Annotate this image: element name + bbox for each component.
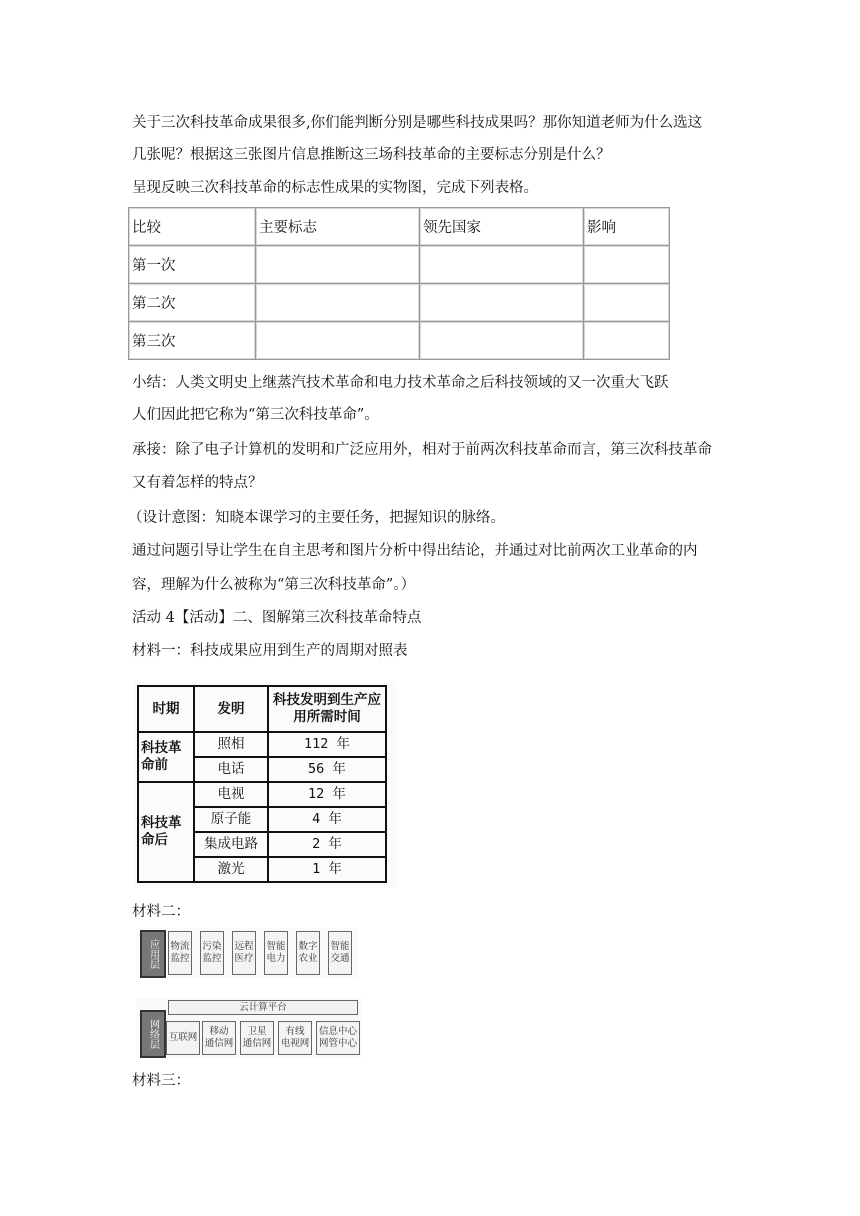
header-cell: 主要标志 (256, 208, 420, 246)
design-intent-line-2: 通过问题引导让学生在自主思考和图片分析中得出结论，并通过对比前两次工业革命的内 (132, 543, 698, 559)
network-item: 有线 电视网 (278, 1021, 312, 1055)
design-intent-line-3: 容，理解为什么被称为“第三次科技革命”。） (132, 577, 416, 593)
material-1-label: 材料一：科技成果应用到生产的周期对照表 (132, 643, 408, 659)
network-item: 移动 通信网 (202, 1021, 236, 1055)
header-cell: 科技发明到生产应用所需时间 (268, 686, 386, 732)
table-row (129, 208, 670, 246)
empty-cell[interactable] (256, 322, 420, 360)
time-cell: 12 年 (268, 782, 386, 807)
paragraph-1: 关于三次科技革命成果很多,你们能判断分别是哪些科技成果吗？那你知道老师为什么选这 (132, 115, 703, 131)
header-cell: 发明 (194, 686, 268, 732)
empty-cell[interactable] (584, 322, 670, 360)
row-label: 第一次 (129, 246, 256, 284)
invention-cell: 电视 (194, 782, 268, 807)
transition-line-1: 承接：除了电子计算机的发明和广泛应用外，相对于前两次科技革命而言，第三次科技革命 (132, 442, 712, 458)
application-item: 远程 医疗 (232, 931, 256, 975)
network-layer-title: 网络层 (140, 1010, 166, 1058)
application-item: 物流 监控 (168, 931, 192, 975)
header-cell: 领先国家 (420, 208, 584, 246)
table-row (129, 322, 670, 360)
paragraph-2: 几张呢？根据这三张图片信息推断这三场科技革命的主要标志分别是什么？ (132, 147, 611, 163)
row-label: 第三次 (129, 322, 256, 360)
design-intent-line-1: （设计意图：知晓本课学习的主要任务，把握知识的脉络。 (128, 510, 505, 526)
table-row (138, 782, 386, 807)
cloud-platform: 云计算平台 (168, 1000, 358, 1015)
empty-cell[interactable] (420, 246, 584, 284)
time-cell: 112 年 (268, 732, 386, 757)
network-item: 信息中心 网管中心 (316, 1021, 360, 1055)
summary-line-1: 小结：人类文明史上继蒸汽技术革命和电力技术革命之后科技领域的又一次重大飞跃 (132, 375, 669, 391)
time-cell: 56 年 (268, 757, 386, 782)
period-cell: 科技革命前 (138, 732, 194, 782)
empty-cell[interactable] (420, 322, 584, 360)
time-cell: 2 年 (268, 832, 386, 857)
header-cell: 比较 (129, 208, 256, 246)
table-row (138, 686, 386, 732)
empty-cell[interactable] (584, 284, 670, 322)
material-2-label: 材料二： (132, 904, 190, 920)
invention-cycle-table (137, 685, 387, 883)
application-item: 数字 农业 (296, 931, 320, 975)
application-item: 智能 电力 (264, 931, 288, 975)
invention-cycle-figure (134, 682, 397, 888)
empty-cell[interactable] (420, 284, 584, 322)
table-row (129, 284, 670, 322)
comparison-table (128, 207, 670, 360)
invention-cell: 照相 (194, 732, 268, 757)
time-cell: 4 年 (268, 807, 386, 832)
empty-cell[interactable] (256, 284, 420, 322)
network-item: 卫星 通信网 (240, 1021, 274, 1055)
activity-heading: 活动 4【活动】二、图解第三次科技革命特点 (132, 610, 422, 626)
invention-cell: 电话 (194, 757, 268, 782)
material-3-label: 材料三： (132, 1073, 190, 1089)
invention-cell: 原子能 (194, 807, 268, 832)
empty-cell[interactable] (584, 246, 670, 284)
empty-cell[interactable] (256, 246, 420, 284)
period-cell: 科技革命后 (138, 782, 194, 882)
application-layer-title: 应用层 (140, 930, 166, 978)
row-label: 第二次 (129, 284, 256, 322)
time-cell: 1 年 (268, 857, 386, 882)
summary-line-2: 人们因此把它称为“第三次科技革命”。 (132, 407, 379, 423)
application-layer-figure (136, 928, 358, 978)
network-item: 互联网 (166, 1021, 200, 1055)
header-cell: 时期 (138, 686, 194, 732)
application-item: 污染 监控 (200, 931, 224, 975)
invention-cell: 激光 (194, 857, 268, 882)
table-row (129, 246, 670, 284)
network-layer-figure (136, 998, 362, 1058)
paragraph-3: 呈现反映三次科技革命的标志性成果的实物图，完成下列表格。 (132, 180, 538, 196)
transition-line-2: 又有着怎样的特点？ (132, 475, 263, 491)
application-item: 智能 交通 (328, 931, 352, 975)
header-cell: 影响 (584, 208, 670, 246)
table-row (138, 732, 386, 757)
invention-cell: 集成电路 (194, 832, 268, 857)
